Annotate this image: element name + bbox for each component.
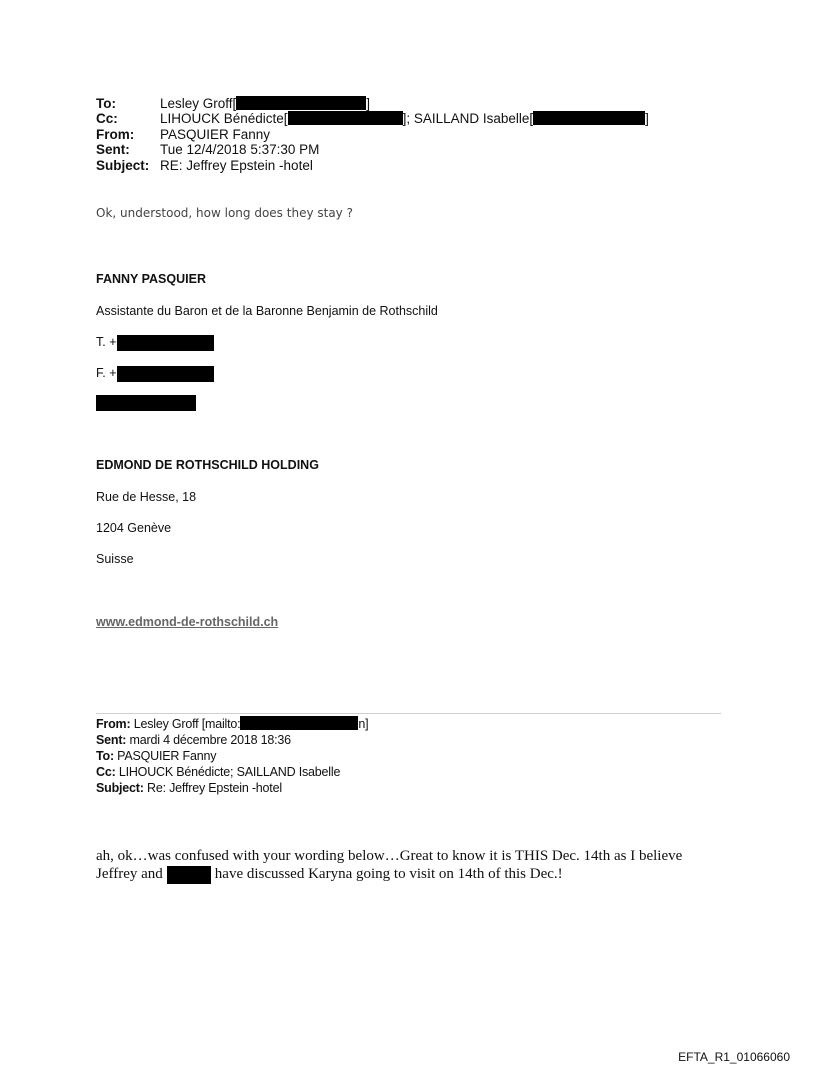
signature-address-line-1: Rue de Hesse, 18 [96,490,197,504]
cc-value: LIHOUCK Bénédicte[ [160,111,288,126]
forwarded-to-row [96,748,216,764]
redaction-box [117,335,214,351]
header-cc-row [96,111,649,127]
forwarded-sent-label: Sent: [96,733,127,747]
header-subject-row [96,158,313,174]
signature-address-line-2: 1204 Genève [96,521,172,535]
forwarded-body-text-a: Jeffrey and [96,866,163,882]
forwarded-to-label: To: [96,749,114,763]
redaction-box [96,395,196,411]
fax-prefix: F. + [96,366,117,380]
header-sent-row [96,142,319,158]
forwarded-to-value: PASQUIER Fanny [113,749,217,763]
message-body: Ok, understood, how long does they stay ? [96,206,353,220]
signature-address-line-3: Suisse [96,552,134,566]
header-from-row [96,127,270,143]
forwarded-body-text-b: have discussed Karyna going to visit on 14th of this Dec.! [214,866,563,882]
redaction-box [533,111,645,125]
forwarded-cc-value: LIHOUCK Bénédicte; SAILLAND Isabelle [115,765,341,779]
signature-title: Assistante du Baron et de la Baronne Benjamin de Rothschild [96,304,438,318]
signature-fax [96,366,214,382]
to-close: ] [366,96,371,111]
forwarded-from-label: From: [96,717,131,731]
cc-label: Cc: [96,111,118,126]
to-label: To: [96,96,116,111]
redaction-box [288,111,403,125]
forwarded-subject-value: Re: Jeffrey Epstein -hotel [143,781,282,795]
from-label: From: [96,127,135,142]
signature-company: EDMOND DE ROTHSCHILD HOLDING [96,458,319,472]
subject-label: Subject: [96,158,150,173]
forwarded-from-close: n] [358,717,369,731]
forwarded-from-row [96,716,368,732]
forwarded-subject-row [96,780,282,796]
cc-close: ] [645,111,649,126]
document-id: EFTA_R1_01066060 [678,1050,790,1064]
phone-prefix: T. + [96,335,117,349]
separator-line [96,713,721,714]
forwarded-body-line-1: ah, ok…was confused with your wording below…Great to know it is THIS Dec. 14th as I believe [96,848,683,864]
cc-separator: ]; SAILLAND Isabelle[ [402,111,534,126]
forwarded-sent-value: mardi 4 décembre 2018 18:36 [126,733,291,747]
redaction-box [236,96,366,110]
redaction-box [117,366,214,382]
forwarded-body-line-2 [96,866,563,884]
to-value: Lesley Groff[ [160,96,237,111]
forwarded-subject-label: Subject: [96,781,144,795]
sent-label: Sent: [96,142,130,157]
forwarded-from-value: Lesley Groff [mailto: [130,717,241,731]
header-to-row [96,96,370,112]
sent-value: Tue 12/4/2018 5:37:30 PM [160,142,320,157]
signature-name: FANNY PASQUIER [96,272,206,286]
forwarded-cc-row [96,764,340,780]
website-link[interactable]: www.edmond-de-rothschild.ch [96,615,279,629]
signature-phone [96,335,214,351]
subject-value: RE: Jeffrey Epstein -hotel [160,158,313,173]
redaction-box [240,716,358,730]
forwarded-cc-label: Cc: [96,765,116,779]
from-value: PASQUIER Fanny [160,127,271,142]
redaction-box [167,866,211,884]
forwarded-sent-row [96,732,291,748]
